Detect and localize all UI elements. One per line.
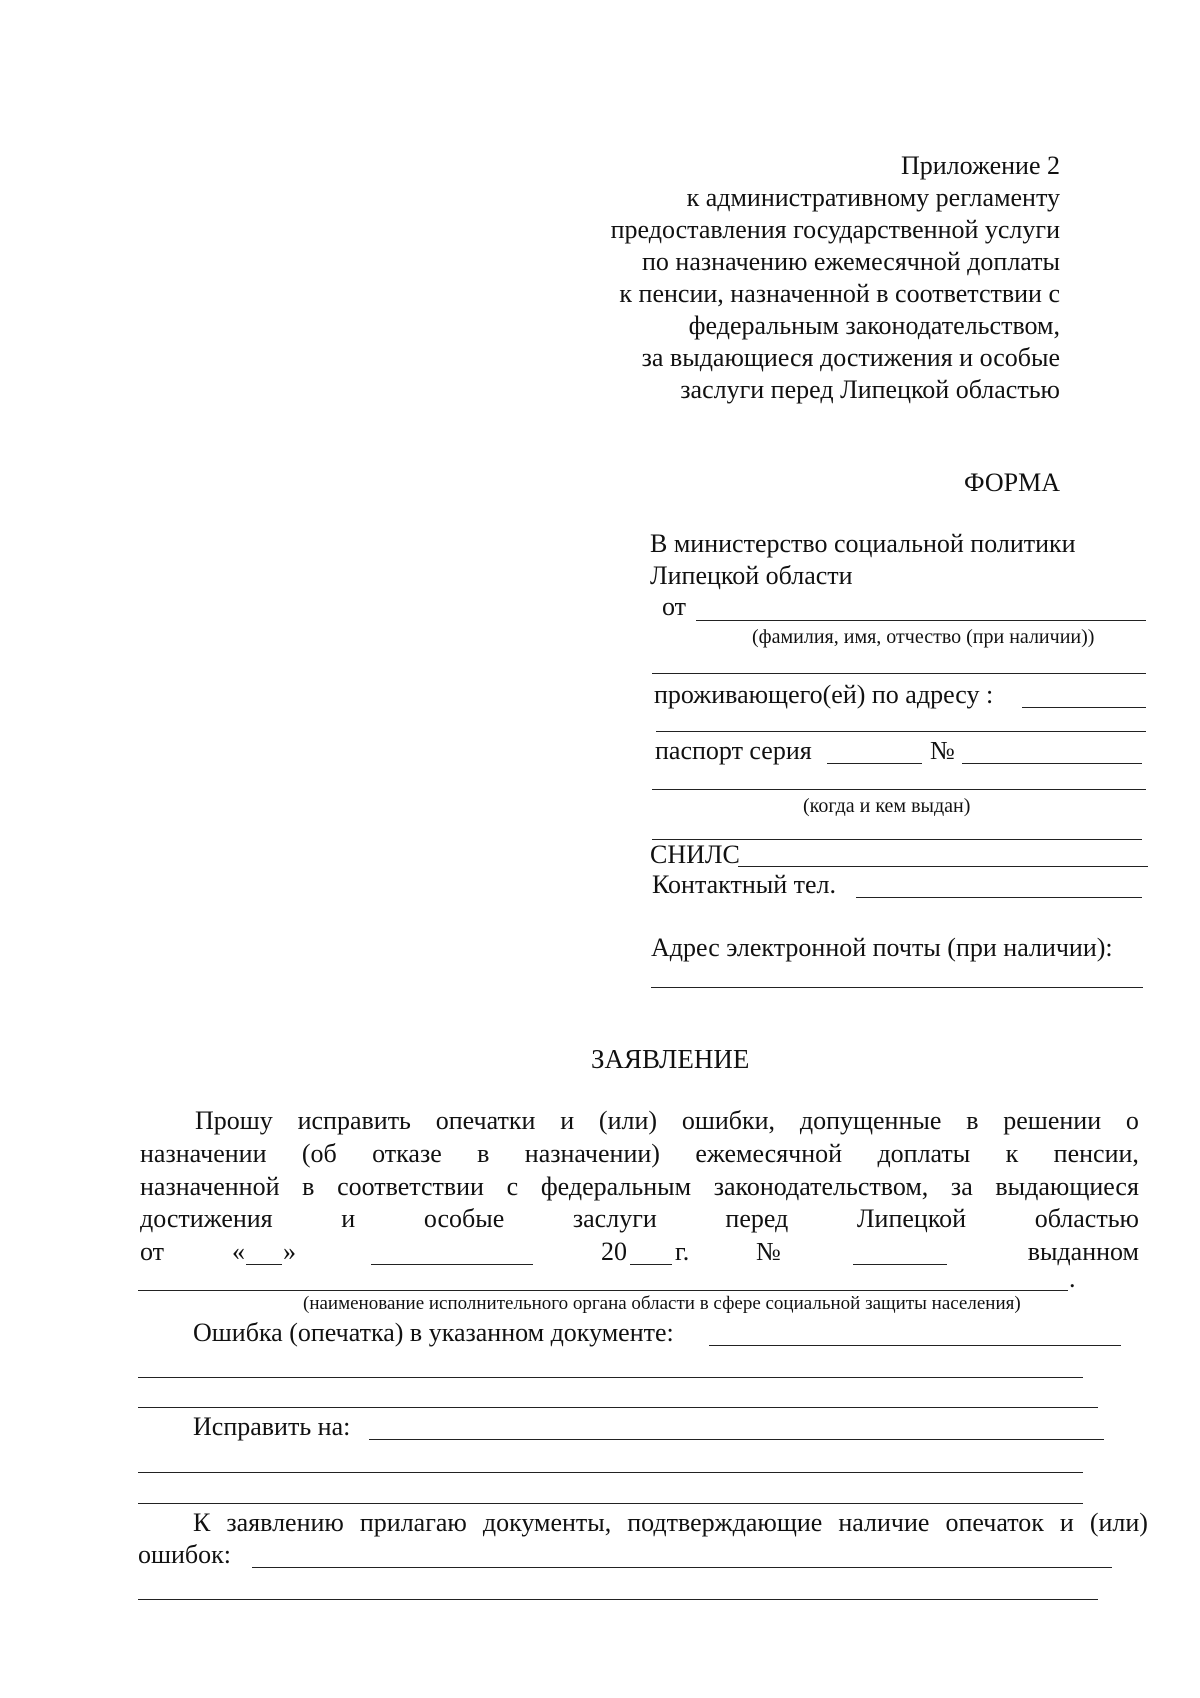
word: соответствии <box>337 1172 484 1201</box>
phone-label: Контактный тел. <box>652 870 837 899</box>
organ-field[interactable] <box>138 1290 1068 1291</box>
addressee-line: В министерство социальной политики <box>650 529 1076 558</box>
word: доплаты <box>877 1139 971 1168</box>
word: назначении) <box>524 1139 660 1168</box>
word: особые <box>423 1204 505 1233</box>
address-field[interactable] <box>1022 707 1146 708</box>
address-field-continued[interactable] <box>656 731 1146 732</box>
fio-field[interactable] <box>696 620 1146 621</box>
word: законодательством, <box>713 1172 929 1201</box>
word: и <box>560 1106 575 1135</box>
word: допущенные <box>799 1106 942 1135</box>
error-field-continued[interactable] <box>138 1407 1098 1408</box>
appendix-line: по назначению ежемесячной доплаты <box>642 247 1060 276</box>
passport-issued-field[interactable] <box>652 789 1146 790</box>
month-field[interactable] <box>371 1264 533 1265</box>
word: прилагаю <box>359 1508 467 1537</box>
word: Липецкой <box>856 1204 967 1233</box>
word: решении <box>1003 1106 1102 1135</box>
word: пенсии, <box>1053 1139 1139 1168</box>
word: выдающиеся <box>995 1172 1139 1201</box>
appendix-line: к пенсии, назначенной в соответствии с <box>619 279 1060 308</box>
quote-close: » <box>283 1237 296 1266</box>
word: областью <box>1034 1204 1139 1233</box>
attach-field-continued[interactable] <box>138 1599 1098 1600</box>
decision-number-field[interactable] <box>853 1264 947 1265</box>
fix-field-continued[interactable] <box>138 1472 1083 1473</box>
from-label: от <box>140 1237 165 1266</box>
word: опечаток <box>945 1508 1044 1537</box>
appendix-line: Приложение 2 <box>900 151 1060 180</box>
year-suffix: г. <box>675 1237 690 1266</box>
word: отказе <box>372 1139 442 1168</box>
issued-label: выданном <box>1027 1237 1139 1266</box>
paragraph-line <box>140 1139 1139 1169</box>
error-field[interactable] <box>709 1345 1121 1346</box>
number-sign: № <box>756 1237 781 1266</box>
year-field[interactable] <box>630 1264 672 1265</box>
word: ошибки, <box>681 1106 776 1135</box>
from-label: от <box>662 592 687 621</box>
word: заслуги <box>572 1204 657 1233</box>
fio-caption: (фамилия, имя, отчество (при наличии)) <box>752 626 1095 648</box>
word: (об <box>301 1139 337 1168</box>
email-label: Адрес электронной почты (при наличии): <box>651 933 1113 962</box>
period: . <box>1069 1264 1076 1293</box>
appendix-line: к административному регламенту <box>686 183 1060 212</box>
form-label: ФОРМА <box>964 468 1060 497</box>
word: ежемесячной <box>695 1139 843 1168</box>
word: (или) <box>1089 1508 1148 1537</box>
word: подтверждающие <box>627 1508 823 1537</box>
snils-label: СНИЛС <box>650 840 740 869</box>
appendix-line: заслуги перед Липецкой областью <box>680 375 1060 404</box>
fix-field-continued[interactable] <box>138 1503 1083 1504</box>
fio-field-continued[interactable] <box>652 673 1146 674</box>
error-field-continued[interactable] <box>138 1377 1083 1378</box>
word: назначении <box>140 1139 267 1168</box>
word: назначенной <box>140 1172 280 1201</box>
word: федеральным <box>540 1172 692 1201</box>
word: Прошу <box>195 1106 273 1135</box>
word: в <box>477 1139 490 1168</box>
passport-series-field[interactable] <box>827 763 922 764</box>
error-label: Ошибка (опечатка) в указанном документе: <box>193 1318 674 1347</box>
word: и <box>1059 1508 1074 1537</box>
word: заявлению <box>226 1508 344 1537</box>
passport-label: паспорт серия <box>655 736 812 765</box>
word: и <box>341 1204 356 1233</box>
issued-caption: (когда и кем выдан) <box>803 795 971 817</box>
word: документы, <box>482 1508 612 1537</box>
word: в <box>302 1172 315 1201</box>
year-prefix: 20 <box>601 1237 627 1266</box>
word: исправить <box>297 1106 411 1135</box>
day-field[interactable] <box>246 1264 282 1265</box>
attach-field[interactable] <box>252 1567 1112 1568</box>
word: К <box>193 1508 211 1537</box>
appendix-line: предоставления государственной услуги <box>610 215 1060 244</box>
fix-field[interactable] <box>369 1439 1104 1440</box>
word: к <box>1005 1139 1019 1168</box>
word: достижения <box>140 1204 273 1233</box>
word: в <box>966 1106 979 1135</box>
word: наличие <box>838 1508 930 1537</box>
email-field[interactable] <box>651 987 1143 988</box>
attach-label: ошибок: <box>138 1540 232 1569</box>
paragraph-line <box>140 1204 1139 1234</box>
passport-number-field[interactable] <box>962 763 1142 764</box>
word: с <box>506 1172 519 1201</box>
statement-title: ЗАЯВЛЕНИЕ <box>591 1044 750 1074</box>
addressee-line: Липецкой области <box>650 561 853 590</box>
fix-label: Исправить на: <box>193 1412 351 1441</box>
attach-line <box>193 1508 1148 1538</box>
word: за <box>950 1172 973 1201</box>
passport-number-sign: № <box>930 736 955 765</box>
appendix-line: за выдающиеся достижения и особые <box>641 343 1060 372</box>
snils-field[interactable] <box>738 866 1148 867</box>
word: опечатки <box>435 1106 536 1135</box>
appendix-line: федеральным законодательством, <box>688 311 1060 340</box>
address-label: проживающего(ей) по адресу : <box>654 680 994 709</box>
phone-field[interactable] <box>856 897 1142 898</box>
word: (или) <box>598 1106 658 1135</box>
word: перед <box>725 1204 789 1233</box>
paragraph-line <box>140 1172 1139 1202</box>
paragraph-line <box>195 1106 1139 1136</box>
word: о <box>1125 1106 1139 1135</box>
quote-open: « <box>232 1237 245 1266</box>
organ-caption: (наименование исполнительного органа области в сфере социальной защиты населения) <box>303 1293 1021 1314</box>
